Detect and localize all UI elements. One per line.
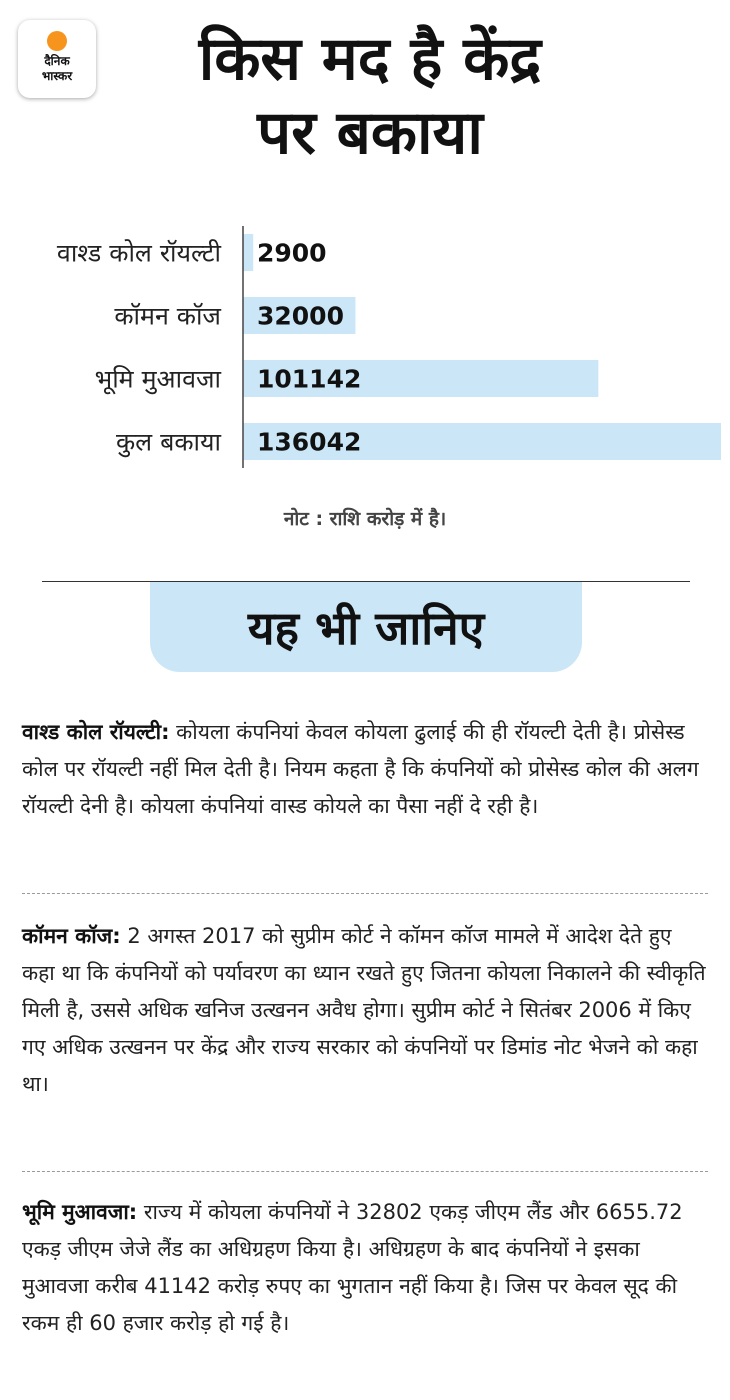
category-label: कुल बकाया bbox=[115, 427, 221, 457]
info-section-washed-coal bbox=[22, 714, 708, 825]
dainik-bhaskar-logo bbox=[18, 20, 96, 98]
data-label: 32000 bbox=[257, 301, 344, 331]
data-label: 136042 bbox=[257, 427, 362, 457]
logo-text-line1: दैनिक bbox=[44, 54, 70, 68]
info-section-land-compensation bbox=[22, 1194, 708, 1342]
chart-title-line2: पर बकाया bbox=[257, 98, 483, 168]
section-heading: यह भी जानिए bbox=[150, 582, 582, 672]
info-section-label: कॉमन कॉज: bbox=[22, 924, 121, 948]
category-label: वाश्ड कोल रॉयल्टी bbox=[56, 238, 221, 268]
info-section-text: राज्य में कोयला कंपनियों ने 32802 एकड़ जीएम लैंड और 6655.72 एकड़ जीएम जेजे लैंड का अधिग्रहण किया है। अधिग्रहण के बाद कंपनियों ने इसका मुआवजा करीब 41142 करोड़ रुपए का भुगतान नहीं किया है। जिस पर केवल सूद की रकम ही 60 हजार करोड़ हो गई है। bbox=[22, 1200, 683, 1335]
sun-logo-icon bbox=[47, 31, 67, 51]
data-label: 2900 bbox=[257, 238, 327, 268]
info-section-text: 2 अगस्त 2017 को सुप्रीम कोर्ट ने कॉमन कॉज मामले में आदेश देते हुए कहा था कि कंपनियों को पर्यावरण का ध्यान रखते हुए जितना कोयला निकालने की स्वीकृति मिली है, उससे अधिक खनिज उत्खनन अवैध होगा। सुप्रीम कोर्ट ने सितंबर 2006 में किए गए अधिक उत्खनन पर केंद्र और राज्य सरकार को कंपनियों पर डिमांड नोट भेजने को कहा था। bbox=[22, 924, 706, 1096]
data-label: 101142 bbox=[257, 364, 362, 394]
chart-title-line1: किस मद है केंद्र bbox=[198, 24, 542, 94]
category-label: भूमि मुआवजा bbox=[94, 364, 221, 394]
dashed-separator bbox=[22, 1171, 708, 1172]
info-section-text: कोयला कंपनियां केवल कोयला ढुलाई की ही रॉयल्टी देती है। प्रोसेस्ड कोल पर रॉयल्टी नहीं मिल देती है। नियम कहता है कि कंपनियों को प्रोसेस्ड कोल की अलग रॉयल्टी देनी है। कोयला कंपनियां वास्ड कोयले का पैसा नहीं दे रही है। bbox=[22, 720, 699, 818]
chart-note: नोट : राशि करोड़ में है। bbox=[283, 508, 447, 530]
info-section-common-cause bbox=[22, 918, 708, 1103]
logo-text-line2: भास्कर bbox=[41, 69, 73, 83]
info-section-label: वाश्ड कोल रॉयल्टी: bbox=[22, 720, 170, 744]
bar bbox=[243, 234, 253, 271]
info-section-label: भूमि मुआवजा: bbox=[22, 1200, 138, 1224]
chart-title bbox=[110, 22, 630, 170]
dashed-separator bbox=[22, 893, 708, 894]
category-label: कॉमन कॉज bbox=[114, 301, 221, 331]
bar-chart bbox=[0, 222, 730, 472]
